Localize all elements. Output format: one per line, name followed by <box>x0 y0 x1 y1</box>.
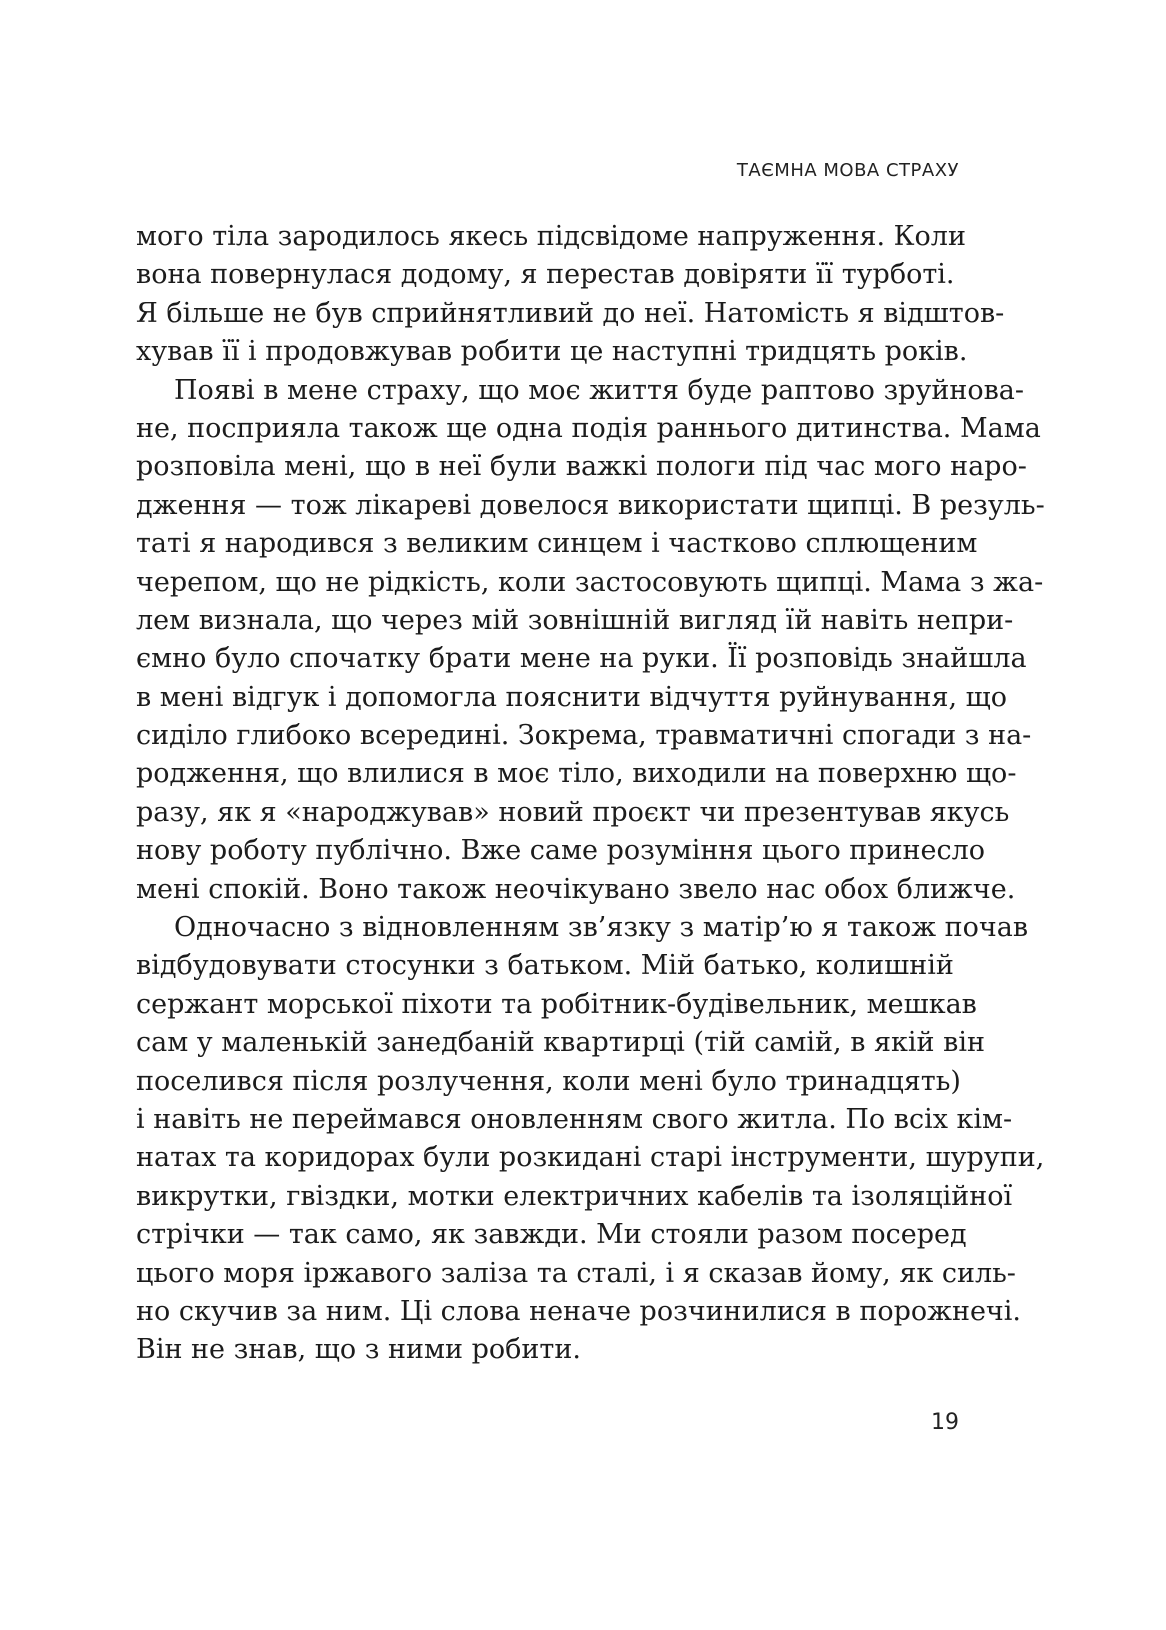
text-line: лем визнала, що через мій зовнішній вигляд їй навіть непри- <box>136 604 1014 636</box>
paragraph <box>136 218 1005 372</box>
text-line: в мені відгук і допомогла пояснити відчуття руйнування, що <box>136 681 1008 713</box>
text-line: поселився після розлучення, коли мені було тринадцять) <box>136 1065 961 1097</box>
text-line: мого тіла зародилось якесь підсвідоме напруження. Коли <box>136 221 966 252</box>
text-line: Одночасно з відновленням зв’язку з матір’ю я також почав <box>174 912 1029 944</box>
text-line: родження, що влилися в моє тіло, виходили на поверхню що- <box>136 758 1017 790</box>
running-head-title: ТАЄМНА МОВА СТРАХУ <box>736 160 959 181</box>
text-line: хував її і продовжував робити це наступні тридцять років. <box>136 336 968 368</box>
text-line: розповіла мені, що в неї були важкі пологи під час мого наро- <box>136 451 1027 483</box>
text-line: цього моря іржавого заліза та сталі, і я сказав йому, як силь- <box>136 1257 1016 1289</box>
text-line: но скучив за ним. Ці слова неначе розчинилися в порожнечі. <box>136 1295 1022 1327</box>
text-line: сиділо глибоко всередині. Зокрема, травматичні спогади з на- <box>136 720 1032 752</box>
text-line: разу, як я «народжував» новий проєкт чи презентував якусь <box>136 796 1010 828</box>
text-line: черепом, що не рідкість, коли застосовують щипці. Мама з жа- <box>136 566 1044 598</box>
text-line: і навіть не переймався оновленням свого житла. По всіх кім- <box>136 1103 1013 1135</box>
text-line: Він не знав, що з ними робити. <box>136 1334 581 1366</box>
text-line: не, посприяла також ще одна подія раннього дитинства. Мама <box>136 412 1041 444</box>
text-line: мені спокій. Воно також неочікувано звело нас обох ближче. <box>136 873 1016 905</box>
paragraph <box>136 372 1045 909</box>
text-line: викрутки, гвіздки, мотки електричних кабелів та ізоляційної <box>136 1180 1013 1212</box>
text-line: відбудовувати стосунки з батьком. Мій батько, колишній <box>136 950 954 982</box>
paragraph <box>136 909 1045 1370</box>
text-line: ємно було спочатку брати мене на руки. Її розповідь знайшла <box>136 643 1027 675</box>
text-line: натах та коридорах були розкидані старі інструменти, шурупи, <box>136 1142 1045 1174</box>
text-line: Я більше не був сприйнятливий до неї. Натомість я відштов- <box>136 297 1005 329</box>
text-line: таті я народився з великим синцем і частково сплющеним <box>136 528 978 560</box>
text-line: сам у маленькій занедбаній квартирці (тій самій, в якій він <box>136 1027 985 1059</box>
text-line: нову роботу публічно. Вже саме розуміння цього принесло <box>136 835 986 867</box>
text-line: сержант морської піхоти та робітник-будівельник, мешкав <box>136 988 977 1020</box>
text-line: стрічки — так само, як завжди. Ми стояли разом посеред <box>136 1219 967 1251</box>
body-text <box>136 218 1045 1370</box>
text-line: Появі в мене страху, що моє життя буде раптово зруйнова- <box>174 374 1025 406</box>
text-line: вона повернулася додому, я перестав довіряти її турботі. <box>136 259 955 291</box>
text-line: дження — тож лікареві довелося використати щипці. В резуль- <box>136 489 1045 521</box>
page-number: 19 <box>931 1410 959 1435</box>
